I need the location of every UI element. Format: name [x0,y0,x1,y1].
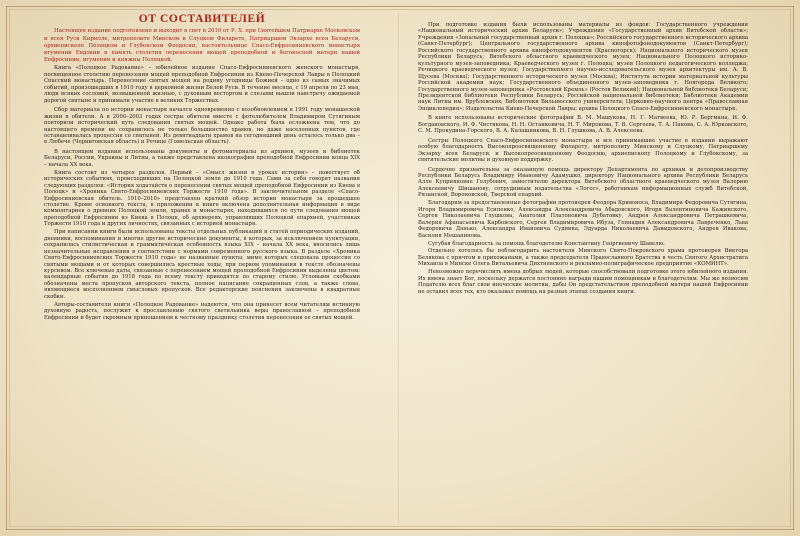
left-paragraph: При написании книги были использованы тексты отдельных публикаций и статей периодических изданий, дневники, воспоминания и многие другие исторические документы, в которых, за исключением пунктуации, сохранилась стилистическая и грамматическая особенность языка XIX – начала XX века, вносились лишь незначительные исправления в соответствии с нормами современного русского языка. В разделе «Хроника Свято-Евфросиниевских Торжеств 1910 года» не названные пункты, мимо которых следовала процессия со святыми мощами и от которых совершились крестные ходы, при первом упоминании в тексте обозначены курсивом. Все ключевые даты, связанные с перенесением мощей преподобной Евфросинии выделены цветом: календарные события до 1918 года по всему тексту приводятся по старому стилю. Угловыми скобками обозначены места пропусков авторского текста, полное написание сокращенных слов, а также слова, являющиеся восполнением смысловых пропусков. Все редакторские пояснения заключены в квадратные скобки. [44,229,360,300]
book-spine [398,12,399,524]
right-column [418,22,748,297]
left-column [44,13,360,323]
right-paragraph: Сугубая благодарность за помощь благодетелю Константину Георгиевичу Шавелю. [428,240,665,247]
right-paragraph: При подготовке издания были использованы материалы из фондов: Государственного учреждения «Национальный исторический архив Беларуси»; Учреждения «Государственный архив Витебской области»; Учреждения «Зональный государственный архив г. Полоцка»; Российского государственного исторического архива (Санкт-Петербург); Центрального государственного архива кинофотофонодокументов (Санкт-Петербург); Российского государственного архива кинофотодокументов (Красногорск); Национального исторического музея Республики Беларусь; Витебского областного краеведческого музея; Национального Полоцкого историко-культурного музея-заповедника; Краеведческого музея г. Полоцка; музея Полоцкого педагогического колледжа; Речицкого краеведческого музея; Государственного научно-исследовательского музея архитектуры им. А. В. Щусева (Москва); Государственного исторического музея (Москва); Института истории материальной культуры Российской академии наук; Государственного объединенного музея-заповедника г. Новгорода Великого; Государственного музея-заповедника «Ростовский Кремль» (Ростов Великий); Национальной библиотеки Беларуси; Президентской библиотеки Республики Беларусь; Российской национальной библиотеки; Библиотеки Академии наук Литвы им. Врублевских; Библиотеки Вильнюсского университета; Церковно-научного центра «Православная Энциклопедия»; Издательства Киево-Печерской Лавры; архива Полоцкого Спасо-Евфросиниевского монастыря. [418,22,748,112]
right-paragraph: Невозможно перечислить имена добрых людей, которые способствовали подготовке этого юбилейного издания. Их имена знает Бог, поскольку держатся постоянно награди нашим помощникам и благодетелям. Мы же возносим Подателю всех благ свои иноческие молитвы, дабы Он предстательством преподобной матери нашей Евфросинии не оставил всех тех, кто оказывал помощь на разных этапах создания книги. [418,269,748,295]
right-paragraph: В книге использованы исторические фотографии В. М. Машукова, Н. Г. Матвеева, Ю. Р. Бергмана, И. Ф. Богдановского, И. Ф. Чистякова, Н. Н. Останкевича, Н. Т. Миронова, Т. В. Сергеева, Т. А. Панова, С. А. Юрковского, С. М. Прокудина-Горского, В. А. Калашникова, В. Н. Глушкова, А. В. Алексеева. [418,115,748,135]
right-paragraph: Благодарим за предоставленные фотографии протоиерея Феодора Кривоноса, Владимира Федоровича Сутягина, Игоря Владимировича Есипенко, Александра Александровича Абадовского, Игоря Валентиновича Кажинского, Сергея Николаевича Глушкова, Анатолия Платоновича Дубатовку, Андрея Александровича Петрашкевича, Валерия Афанасьевича Карбовского, Сергея Владимировича Ибуза, Геннадия Александровича Лавреченко, Льва Федоровича Данько, Александра Ивановича Судника, Эдуарда Николаевича Давыдовского, Андрея Ивакова, Василия Мешанинова. [418,200,748,239]
dedication-paragraph: Настоящее издание подготовлено и выходит в свет в 2010 от Р. Х. при Святейшем Патриархе Московском и всея Руси Кирилле, митрополите Минском и Слуцком Филарете, Патриаршем Экзархе всея Беларуси, архиепископе Полоцком и Глубокском Феодосии, настоятельнице Спасо-Евфросиниевского монастыря игумении Евдокии в память столетия перенесения мощей преподобной и богоносной матери нашей Евфросинии, игумении и княжны Полоцкой. [44,28,360,63]
left-paragraph: Книга состоит из четырех разделов. Первый – «Смысл жизни в уроках истории» – повествует об исторических событиях, происходивших на Полоцкой земле до 1910 года. Сами за себя говорят названия следующих разделов: «История ходатайств о перенесении святых мощей преподобной Евфросинии из Киева в Полоцк» и «Хроника Свято-Евфросиниевских Торжеств 1910 года». В заключительном разделе «Спасо-Евфросиниевская обитель. 1910–2010» представлен краткий обзор истории монастыря за прошедшее столетие. Кроме основного текста, в приложении к книге включена дополнительная информация в виде комментариев о древних Полоцкой земли, храмах и монастырях, находившихся по пути следования мощей преподобной Евфросинии из Киева в Полоцк, об архиереях, управлявших Полоцкой епархией, участниках Торжеств 1910 года и других личностях, связанных с историей монастыря. [44,169,360,228]
left-paragraph: Книга «Полоцкое Радование» – юбилейное издание Спасо-Евфросиниевского женского монастыря, посвященное столетию перенесения мощей преподобной Евфросинии из Киево-Печерской Лавры в Полоцкий Спасский монастырь. Перенесение святых мощей на родину угодницы Божией – одно из самых значимых событий, произошедших в 1910 году в церковной жизни Белой Руси. В течение месяца, с 19 апреля по 23 мая, люди всяких сословий, возвышенной жизнью, с духовным восторгом и слезами вышли навстречу ожидаемой дорогой святыне и принимали участие в великих Торжествах. [44,65,360,104]
page-title: ОТ СОСТАВИТЕЛЕЙ [138,13,266,25]
right-paragraph: Сердечно признательны за оказанную помощь директору Департамента по архивам и делопроизводству Республики Беларусь Владимиру Ивановичу Адамушко, директору Национального архива Республики Беларусь Алле Куприяновне Голубович, заместителю директора Витебского областного краеведческого музея Валерию Алексеевичу Шишанову, сотрудникам издательства «Логос», работникам информационных служб Витебской, Рязанской, Вороновской, Тверской епархий. [418,166,748,199]
left-paragraph: В настоящем издании использованы документы и фотоматериалы из архивов, музеев и библиотек Беларуси, России, Украины и Литвы, а также представлена иконография преподобной Евфросинии конца XIX – начала XX века. [44,148,360,168]
left-paragraph: Сбор материала по истории монастыря начался одновременно с возобновлением в 1991 году монашеской жизни в обители. А в 2000–2003 годах сестры обители вместе с фотолюбителем Владимиром Сутягиным повторили исторический путь следования святых мощей. Однако работа была осложнена тем, что до настоящего времени не сохранилось не только большинство храмов, но даже населенных пунктов, где останавливалась процессия со святыней. Из девятнадцати храмов на сегодняшний день осталось только два – в Любече (Черниговская область) и Речице (Гомельская область). [44,107,360,146]
right-paragraph: Отдельно хотелось бы поблагодарить настоятеля Минского Свято-Покровского храма протоиерея Виктора Белякова с причтом и прихожанами, а также председателя Православного Братства в честь Святого Архистратига Михаила в Минске Олега Витальевича Дихтиевского и рекламно-полиграфическое предприятие «КОМИНТ». [418,248,748,268]
right-paragraph: Сестры Полоцкого Спасо-Евфросиниевского монастыря и все принимавшие участие в издании выражают особую благодарность Высокопреосвященному Филарету, митрополиту Минскому и Слуцкому, Патриаршему Экзарху всея Беларуси, и Высокопреосвященному Феодосию, архиепископу Полоцкому и Глубокскому, за святительские молитвы и духовную поддержку. [418,137,748,164]
left-paragraph: Авторы-составители книги «Полоцкое Радование» надеются, что она принесет всем читателям истинную духовную радость, послужит к прославлению святого светильника веры православной – преподобной Евфросинии и будет скромным приношением к честному празднику столетия перенесения ее святых мощей. [44,301,360,321]
